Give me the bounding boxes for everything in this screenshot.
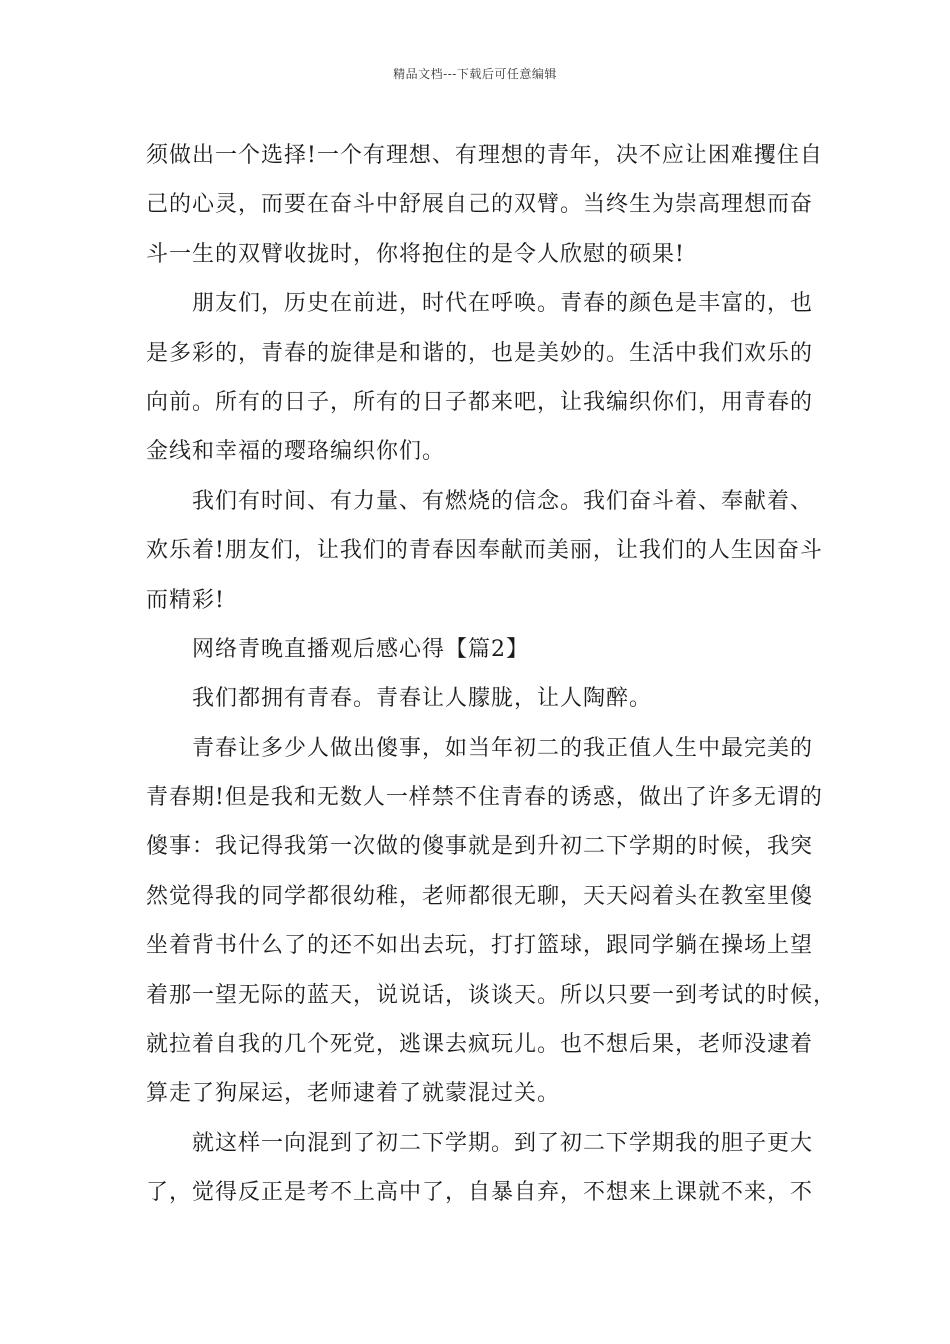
text-line: 斗一生的双臂收拢时，你将抱住的是令人欣慰的硕果! [146, 241, 685, 267]
text-line: 而精彩! [146, 587, 225, 613]
text-line: 金线和幸福的璎珞编织你们。 [146, 439, 446, 465]
section-heading: 网络青晚直播观后感心得【篇2】 [192, 636, 529, 662]
text-line: 青春期!但是我和无数人一样禁不住青春的诱惑，做出了许多无谓的 [146, 785, 823, 811]
text-line: 就拉着自我的几个死党，逃课去疯玩儿。也不想后果，老师没逮着 [146, 1032, 814, 1058]
text-line: 是多彩的，青春的旋律是和谐的，也是美妙的。生活中我们欢乐的 [146, 340, 814, 366]
text-line: 欢乐着!朋友们，让我们的青春因奉献而美丽，让我们的人生因奋斗 [146, 538, 823, 564]
text-line: 傻事：我记得我第一次做的傻事就是到升初二下学期的时候，我突 [146, 834, 814, 860]
text-line: 了，觉得反正是考不上高中了，自暴自弃，不想来上课就不来，不 [146, 1180, 814, 1206]
text-line: 己的心灵，而要在奋斗中舒展自己的双臂。当终生为崇高理想而奋 [146, 192, 814, 218]
text-line: 我们都拥有青春。青春让人朦胧，让人陶醉。 [192, 686, 653, 712]
text-line: 向前。所有的日子，所有的日子都来吧，让我编织你们，用青春的 [146, 389, 814, 415]
page-header: 精品文档---下载后可任意编辑 [393, 67, 557, 81]
text-line: 坐着背书什么了的还不如出去玩，打打篮球，跟同学躺在操场上望 [146, 933, 814, 959]
body-text [146, 131, 837, 1218]
text-line: 就这样一向混到了初二下学期。到了初二下学期我的胆子更大 [192, 1130, 814, 1156]
text-line: 然觉得我的同学都很幼稚，老师都很无聊，天天闷着头在教室里傻 [146, 883, 814, 909]
text-line: 须做出一个选择!一个有理想、有理想的青年，决不应让困难攫住自 [146, 143, 823, 168]
text-line: 着那一望无际的蓝天，说说话，谈谈天。所以只要一到考试的时候， [146, 982, 837, 1008]
text-line: 青春让多少人做出傻事，如当年初二的我正值人生中最完美的 [192, 735, 814, 761]
text-line: 我们有时间、有力量、有燃烧的信念。我们奋斗着、奉献着、 [192, 488, 814, 514]
text-line: 算走了狗屎运，老师逮着了就蒙混过关。 [146, 1081, 561, 1107]
text-line: 朋友们，历史在前进，时代在呼唤。青春的颜色是丰富的，也 [192, 291, 814, 317]
